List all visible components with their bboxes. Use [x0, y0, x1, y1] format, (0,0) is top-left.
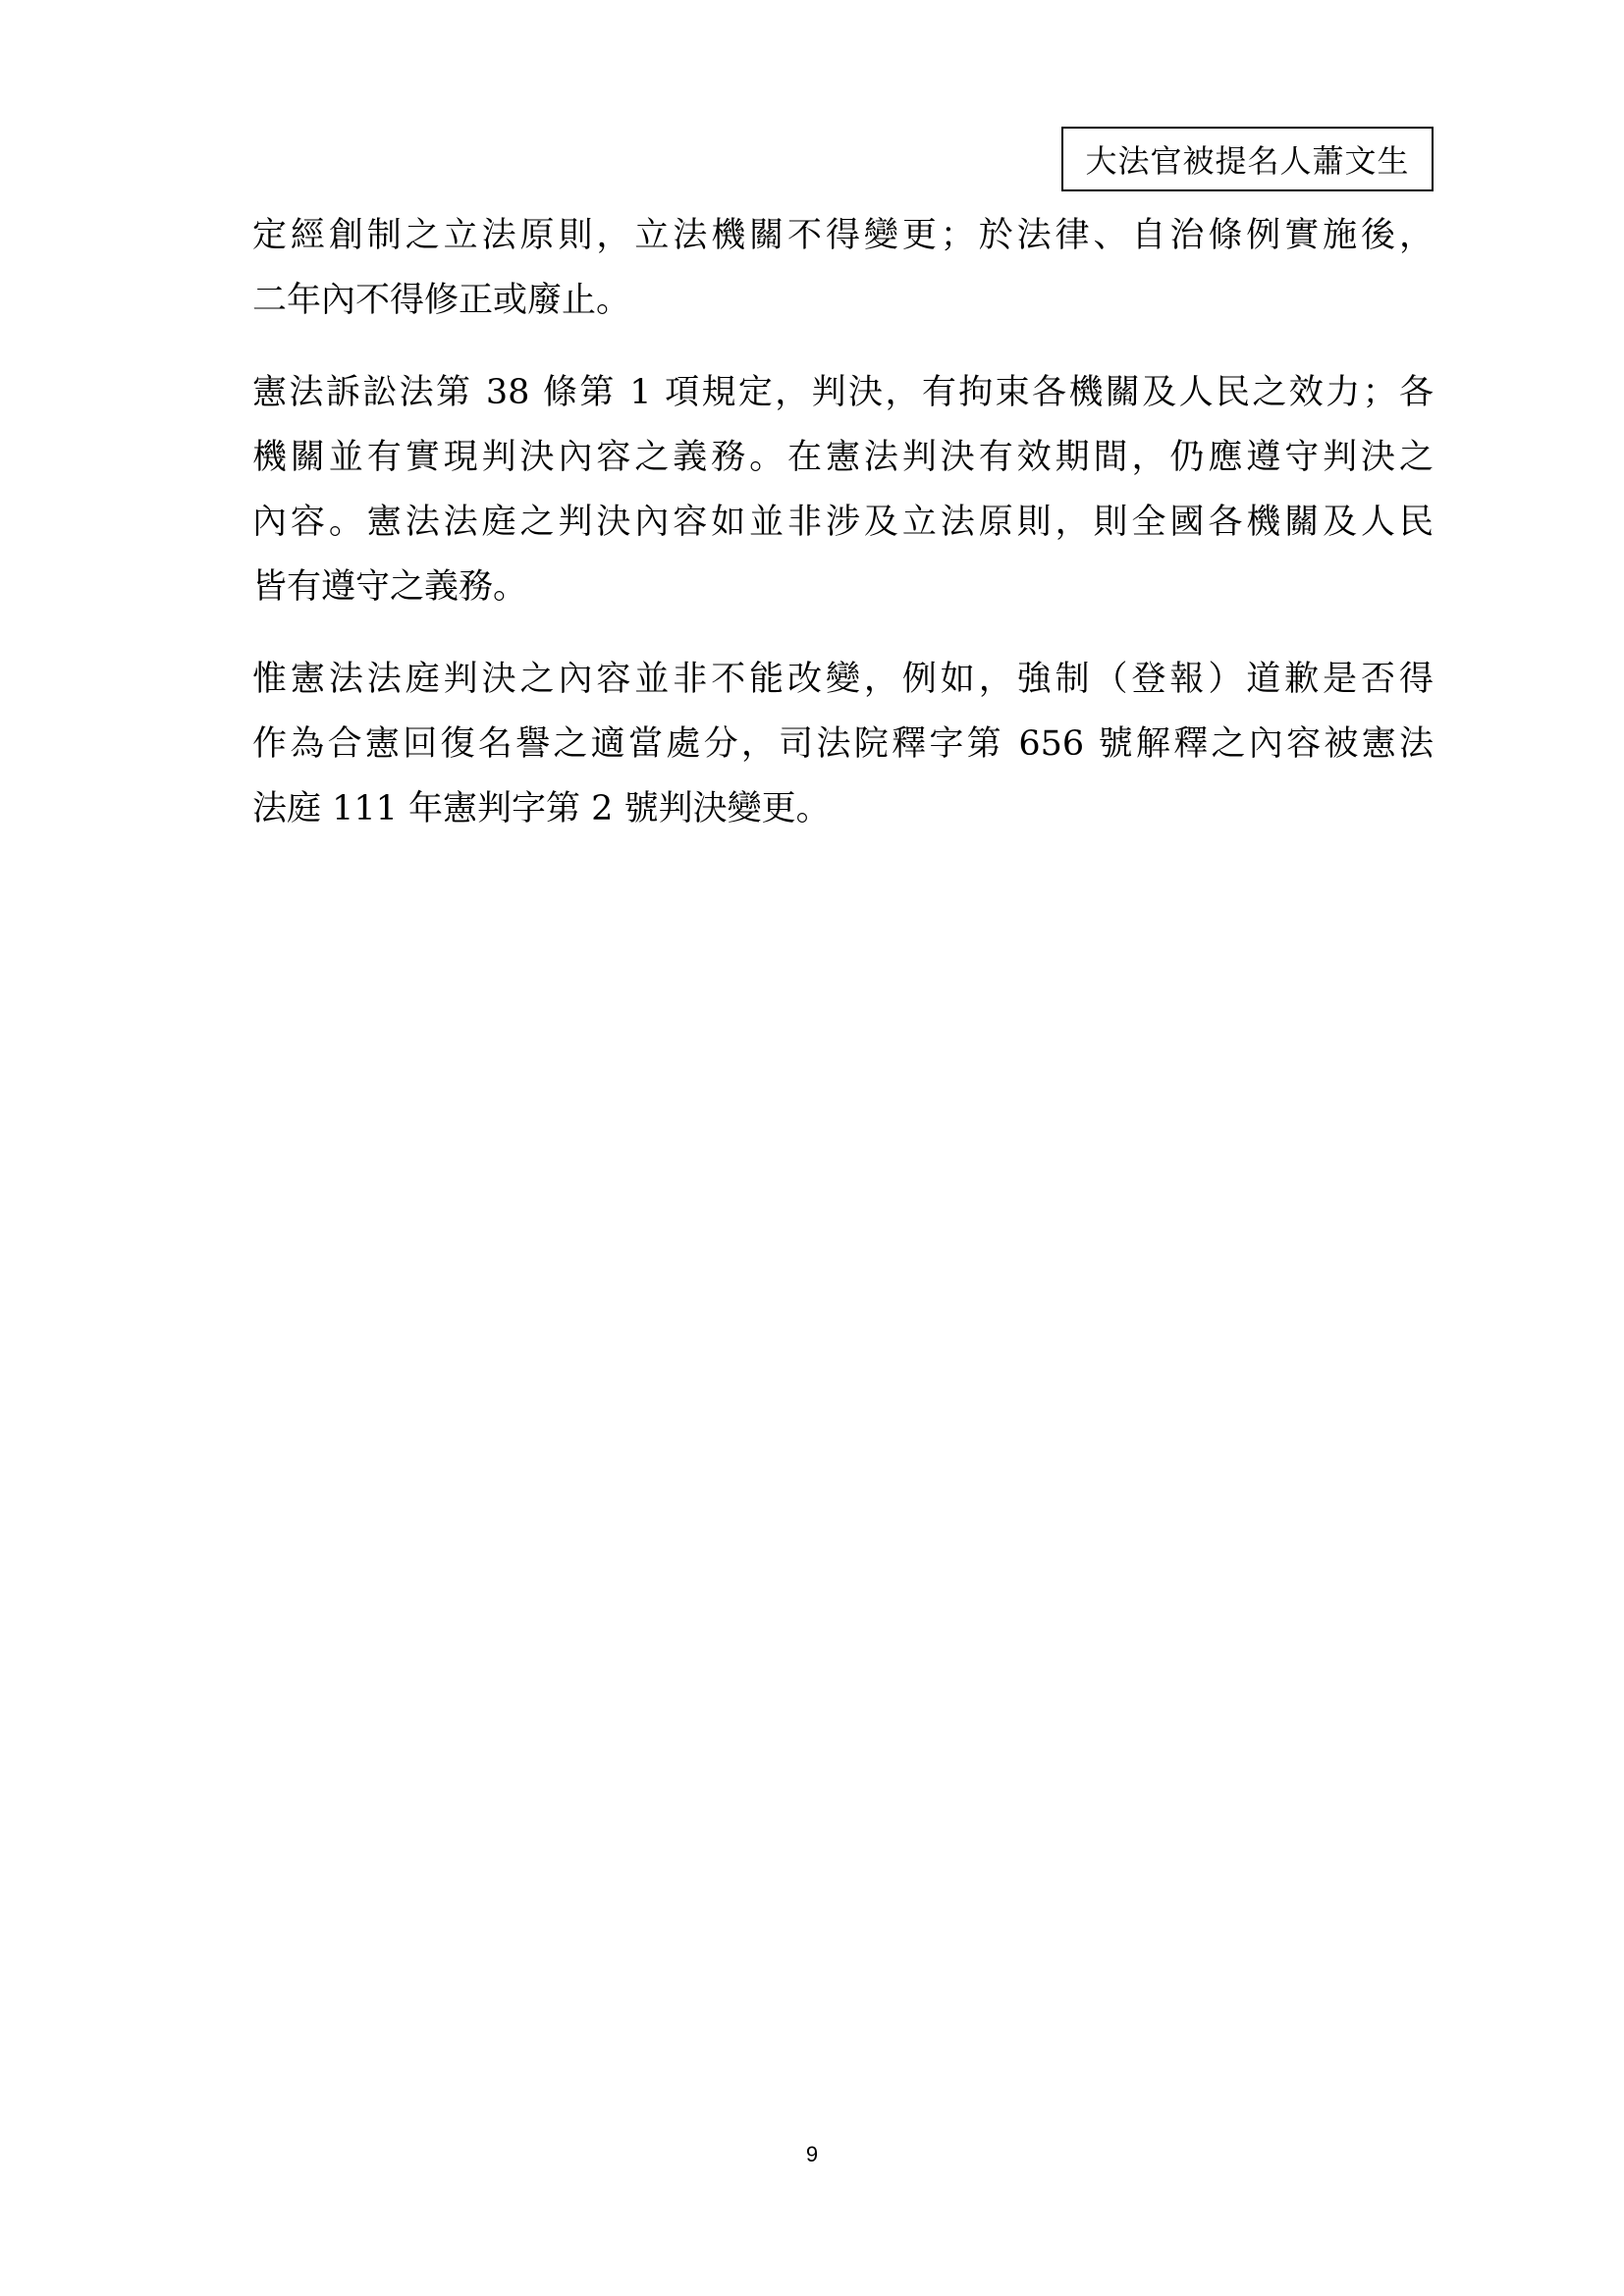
page-number: 9 [805, 2142, 819, 2166]
paragraph-line: 機關並有實現判決內容之義務。在憲法判決有效期間，仍應遵守判決之 [252, 438, 1434, 477]
paragraph [252, 203, 1434, 333]
document-body [252, 203, 1434, 869]
paragraph-line: 二年內不得修正或廢止。 [252, 281, 631, 320]
paragraph [252, 647, 1434, 841]
paragraph-line: 憲法訴訟法第 38 條第 1 項規定，判決，有拘束各機關及人民之效力；各 [252, 373, 1434, 412]
header-nominee-label [1061, 127, 1434, 191]
header-nominee-text: 大法官被提名人蕭文生 [1085, 142, 1410, 180]
paragraph-line: 作為合憲回復名譽之適當處分，司法院釋字第 656 號解釋之內容被憲法 [252, 724, 1434, 764]
paragraph-line: 內容。憲法法庭之判決內容如並非涉及立法原則，則全國各機關及人民 [252, 503, 1434, 542]
paragraph-line: 惟憲法法庭判決之內容並非不能改變，例如，強制（登報）道歉是否得 [252, 660, 1434, 699]
paragraph-line: 定經創制之立法原則，立法機關不得變更；於法律、自治條例實施後， [252, 216, 1434, 255]
paragraph-line: 法庭 111 年憲判字第 2 號判決變更。 [252, 789, 831, 828]
paragraph [252, 360, 1434, 619]
paragraph-line: 皆有遵守之義務。 [252, 567, 528, 607]
